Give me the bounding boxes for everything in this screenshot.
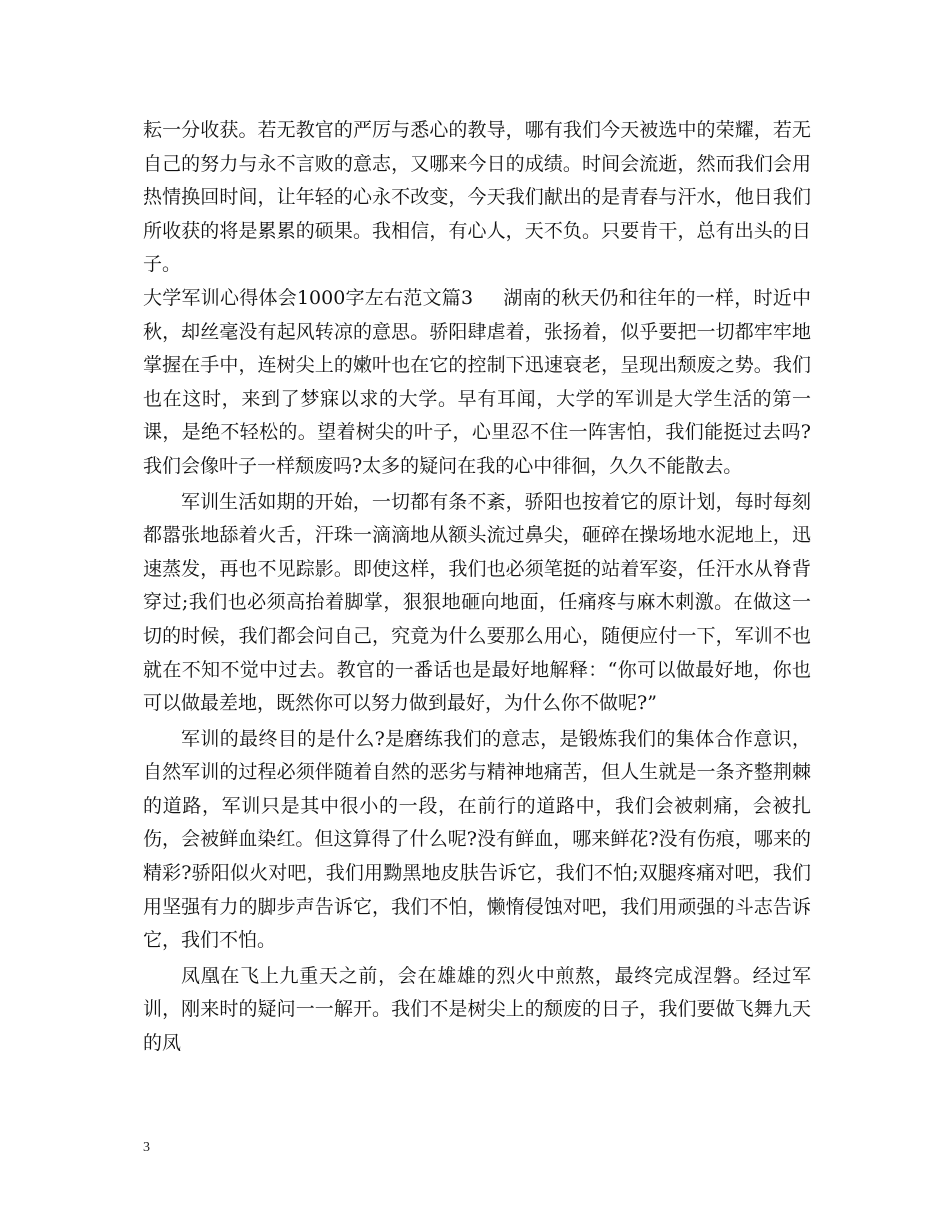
section-heading: 大学军训心得体会1000字左右范文篇3 bbox=[143, 286, 474, 309]
paragraph-text: 军训的最终目的是什么?是磨练我们的意志，是锻炼我们的集体合作意识，自然军训的过程必须伴随着自然的恶劣与精神地痛苦，但人生就是一条齐整荆棘的道路，军训只是其中很小的一段，在前行的道路中，我们会被刺痛，会被扎伤，会被鲜血染红。但这算得了什么呢?没有鲜血，哪来鲜花?没有伤痕，哪来的精彩?骄阳似火对吧，我们用黝黑地皮肤告诉它，我们不怕;双腿疼痛对吧，我们用坚强有力的脚步声告诉它，我们不怕，懒惰侵蚀对吧，我们用顽强的斗志告诉它，我们不怕。 bbox=[143, 727, 811, 952]
paragraph bbox=[143, 486, 811, 721]
paragraph bbox=[143, 723, 811, 958]
paragraph-text: 军训生活如期的开始，一切都有条不紊，骄阳也按着它的原计划，每时每刻都嚣张地舔着火舌，汗珠一滴滴地从额头流过鼻尖，砸碎在操场地水泥地上，迅速蒸发，再也不见踪影。即使这样，我们也必须笔挺的站着军姿，任汗水从脊背穿过;我们也必须高抬着脚掌，狠狠地砸向地面，任痛疼与麻木刺激。在做这一切的时候，我们都会问自己，究竟为什么要那么用心，随便应付一下，军训不也就在不知不觉中过去。教官的一番话也是最好地解释：“你可以做最好地，你也可以做最差地，既然你可以努力做到最好，为什么你不做呢?” bbox=[143, 490, 811, 715]
paragraph-text: 耘一分收获。若无教官的严厉与悉心的教导，哪有我们今天被选中的荣耀，若无自己的努力与永不言败的意志，又哪来今日的成绩。时间会流逝，然而我们会用热情换回时间，让年轻的心永不改变，今天我们献出的是青春与汗水，他日我们所收获的将是累累的硕果。我相信，有心人，天不负。只要肯干，总有出头的日子。 bbox=[143, 119, 811, 276]
paragraph-text: 湖南的秋天仍和往年的一样，时近中秋，却丝毫没有起风转凉的意思。骄阳肆虐着，张扬着，似乎要把一切都牢牢地掌握在手中，连树尖上的嫩叶也在它的控制下迅速衰老，呈现出颓废之势。我们也在这时，来到了梦寐以求的大学。早有耳闻，大学的军训是大学生活的第一课，是绝不轻松的。望着树尖的叶子，心里忍不住一阵害怕，我们能挺过去吗?我们会像叶子一样颓废吗?太多的疑问在我的心中徘徊，久久不能散去。 bbox=[143, 286, 811, 477]
paragraph-continuation bbox=[143, 114, 811, 282]
page-number: 3 bbox=[143, 1140, 150, 1155]
paragraph-text: 凤凰在飞上九重天之前，会在雄雄的烈火中煎熬，最终完成涅磐。经过军训，刚来时的疑问一一解开。我们不是树尖上的颓废的日子，我们要做飞舞九天的凤 bbox=[143, 964, 811, 1055]
body-text bbox=[143, 114, 811, 1061]
paragraph-with-heading bbox=[143, 282, 811, 484]
paragraph bbox=[143, 960, 811, 1061]
